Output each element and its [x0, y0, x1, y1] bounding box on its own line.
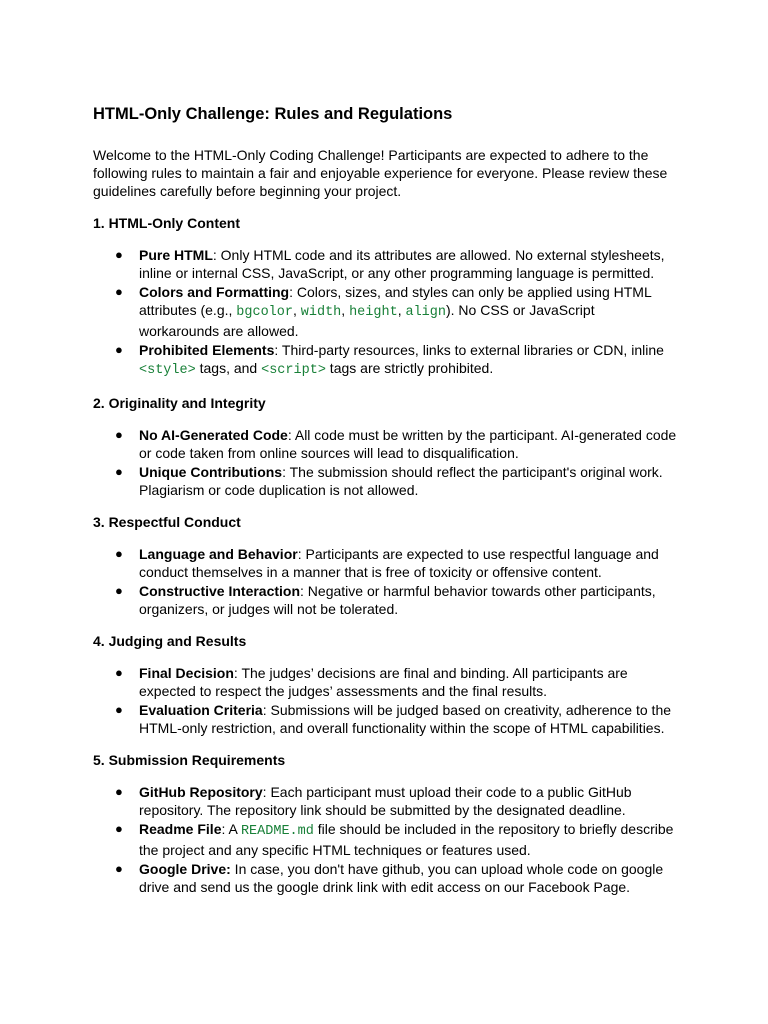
bullet-icon: ●	[115, 784, 123, 799]
list-item	[93, 246, 678, 282]
section-heading-conduct: 3. Respectful Conduct	[93, 514, 241, 530]
bullet-icon: ●	[115, 247, 123, 262]
code-snippet: <style>	[139, 363, 196, 378]
item-term: Constructive Interaction	[139, 583, 301, 599]
item-text: tags, and	[195, 360, 262, 376]
item-text: file should be included in the repository to briefly describe the project and any specific HTML techniques or features used.	[139, 821, 674, 858]
list-item	[93, 545, 678, 581]
item-text: : Colors, sizes, and styles can only be applied using HTML attributes (e.g.,	[139, 284, 652, 318]
item-text: ,	[293, 302, 301, 318]
code-snippet: align	[405, 305, 446, 320]
section-list-originality	[93, 426, 678, 499]
item-text: : Each participant must upload their code to a public GitHub repository. The repository link should be submitted by the designated deadline.	[139, 784, 632, 818]
item-text: : Submissions will be judged based on creativity, adherence to the HTML-only restriction, and overall functionality within the scope of HTML capabilities.	[139, 702, 672, 736]
bullet-icon: ●	[115, 583, 123, 598]
section-heading-originality: 2. Originality and Integrity	[93, 395, 266, 411]
list-item	[93, 701, 678, 737]
section-list-submission	[93, 783, 678, 896]
item-text: : Third-party resources, links to external libraries or CDN, inline	[274, 342, 664, 358]
item-text: : Negative or harmful behavior towards other participants, organizers, or judges will not be tolerated.	[139, 583, 656, 617]
bullet-icon: ●	[115, 284, 123, 299]
bullet-icon: ●	[115, 464, 123, 479]
item-term: Readme File	[139, 821, 222, 837]
item-term: Colors and Formatting	[139, 284, 290, 300]
code-snippet: bgcolor	[236, 305, 293, 320]
item-text: : Participants are expected to use respectful language and conduct themselves in a manner that is free of toxicity or offensive content.	[139, 546, 659, 580]
bullet-icon: ●	[115, 665, 123, 680]
intro-paragraph: Welcome to the HTML-Only Coding Challenge! Participants are expected to adhere to the following rules to maintain a fair and enjoyable experience for everyone. Please review these guidelines carefully before beginning your project.	[93, 147, 668, 199]
list-item	[93, 860, 678, 896]
section-heading-judging: 4. Judging and Results	[93, 633, 247, 649]
item-term: Evaluation Criteria	[139, 702, 263, 718]
code-snippet: README.md	[240, 824, 314, 839]
list-item	[93, 582, 678, 618]
bullet-icon: ●	[115, 821, 123, 836]
list-item	[93, 426, 678, 462]
item-term: Final Decision	[139, 665, 234, 681]
item-text: : The judges’ decisions are final and binding. All participants are expected to respect the judges’ assessments and the final results.	[139, 665, 628, 699]
item-term: Language and Behavior	[139, 546, 298, 562]
bullet-icon: ●	[115, 546, 123, 561]
section-heading-submission: 5. Submission Requirements	[93, 752, 286, 768]
bullet-icon: ●	[115, 342, 123, 357]
item-text: ,	[397, 302, 406, 318]
item-text: ,	[341, 302, 350, 318]
item-text: tags are strictly prohibited.	[325, 360, 494, 376]
list-item	[93, 463, 678, 499]
code-snippet: <script>	[261, 363, 326, 378]
bullet-icon: ●	[115, 861, 123, 876]
list-item	[93, 341, 678, 380]
document-title: HTML-Only Challenge: Rules and Regulations	[93, 105, 453, 123]
code-snippet: height	[349, 305, 398, 320]
item-text: : A	[221, 821, 241, 837]
list-item	[93, 664, 678, 700]
item-term: No AI-Generated Code	[139, 427, 288, 443]
item-term: Unique Contributions	[139, 464, 283, 480]
item-term: Google Drive:	[139, 861, 231, 877]
item-text: : Only HTML code and its attributes are allowed. No external stylesheets, inline or internal CSS, JavaScript, or any other programming language is permitted.	[139, 247, 665, 281]
section-list-judging	[93, 664, 678, 737]
item-text: : All code must be written by the participant. AI-generated code or code taken from online sources will lead to disqualification.	[139, 427, 677, 461]
list-item	[93, 820, 678, 859]
item-term: Pure HTML	[139, 247, 213, 263]
code-snippet: width	[300, 305, 342, 320]
list-item	[93, 283, 678, 340]
section-list-html-only	[93, 246, 678, 380]
item-text: : The submission should reflect the participant's original work. Plagiarism or code duplication is not allowed.	[139, 464, 663, 498]
item-text: ). No CSS or JavaScript workarounds are allowed.	[139, 302, 595, 339]
bullet-icon: ●	[115, 427, 123, 442]
item-term: Prohibited Elements	[139, 342, 275, 358]
item-term: GitHub Repository	[139, 784, 263, 800]
bullet-icon: ●	[115, 702, 123, 717]
list-item	[93, 783, 678, 819]
section-heading-html-only: 1. HTML-Only Content	[93, 215, 240, 231]
item-text: In case, you don't have github, you can upload whole code on google drive and send us the google drink link with edit access on our Facebook Page.	[139, 861, 664, 895]
section-list-conduct	[93, 545, 678, 618]
